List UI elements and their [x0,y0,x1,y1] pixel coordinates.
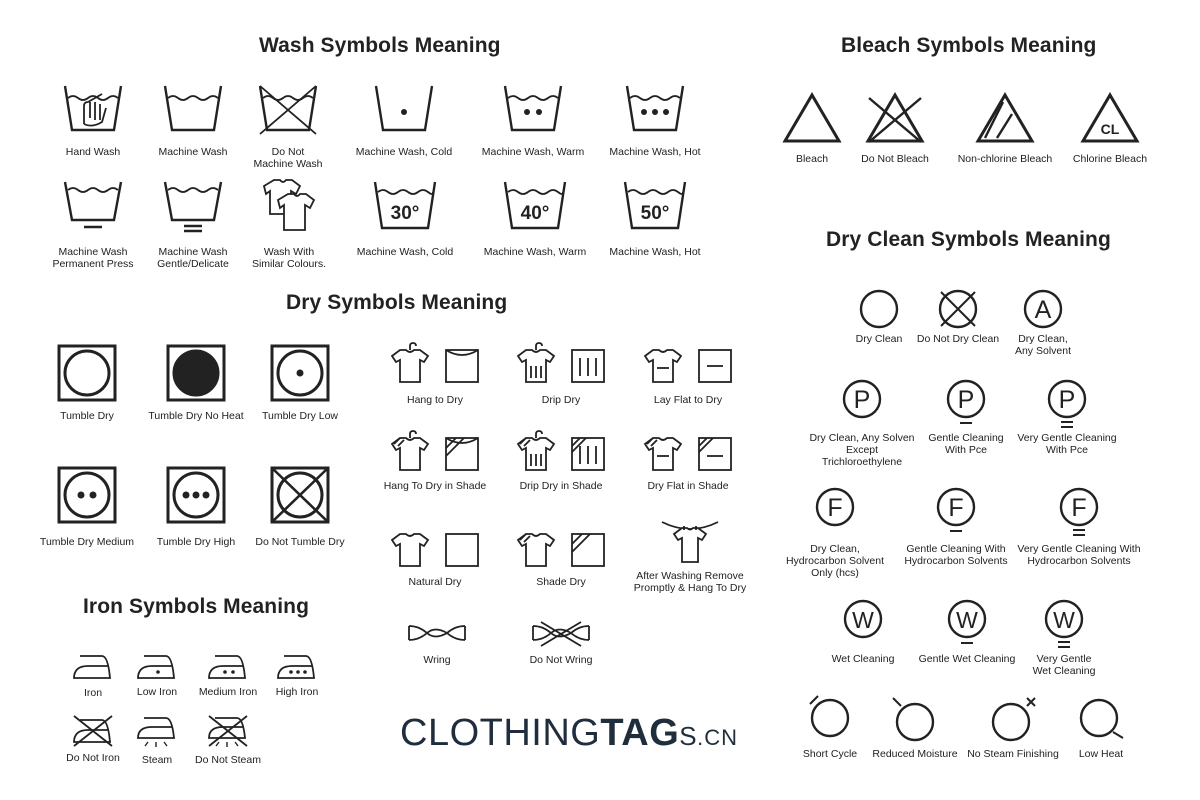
solvent-letter: W [956,607,978,633]
circle-f-icon [814,486,856,536]
high-iron-icon [276,652,318,682]
no-steam-finishing-icon [991,698,1035,742]
wash-label: Machine Wash, Hot [609,246,701,258]
logo-part: .CN [697,725,738,750]
tumble-label: Tumble Dry Low [261,410,339,422]
dry-label: Lay Flat to Dry [653,394,723,406]
tumble-dry [57,344,117,422]
circle-w-gentle-icon [946,598,988,648]
wash-similar-colours [251,178,327,270]
dry-shade [516,526,606,588]
wash-temp: 30° [390,203,420,224]
tumble-low [261,344,339,422]
do-not-steam-icon [207,714,249,748]
solvent-letter: F [827,494,843,522]
tumble-label: Tumble Dry Medium [39,536,135,548]
iron-do-not [66,714,120,764]
wash-do-not [253,84,323,170]
bleach-any [782,92,842,165]
iron-low [136,652,178,698]
wash-gentle [157,180,229,270]
do-not-wring-icon [531,620,591,646]
tumble-high-icon [166,466,226,524]
dryclean-title: Dry Clean Symbols Meaning [826,228,1111,251]
dry-flat-shade [643,430,733,492]
iron-label: Low Iron [136,686,178,698]
dry-label: Shade Dry [536,576,586,588]
wash-hand [62,84,124,158]
solvent-letter: F [948,494,964,522]
iron-icon [72,652,114,682]
solvent-letter: W [1053,607,1075,633]
low-heat-icon [1079,696,1123,740]
machine-wash-icon [162,84,224,136]
wash-hot-dots [609,84,701,158]
dry-drip-shade [516,430,606,492]
dry-hang [390,342,480,406]
bleach-label: Do Not Bleach [861,153,929,165]
tumble-label: Tumble Dry High [156,536,236,548]
solvent-letter: P [957,386,975,414]
solvent-letter: A [1034,296,1052,324]
wash-40-icon [502,180,568,234]
dc-dry-clean [855,288,903,345]
dc-no-steam [967,698,1059,760]
short-cycle-icon [808,696,852,740]
dc-w-gentle [918,598,1016,665]
circle-w-icon [842,598,884,648]
wash-temp: 40° [520,203,550,224]
tumble-high [156,466,236,548]
natural-dry-icon [390,526,480,568]
logo-part: CLOTHING [400,712,601,754]
wash-label: Wash With Similar Colours. [251,246,327,270]
logo-part-bold: TAG [600,712,680,754]
iron-label: Do Not Steam [195,754,261,766]
dry-label: Do Not Wring [529,654,593,666]
drip-dry-icon [516,342,606,384]
dc-label: Very Gentle Wet Cleaning [1032,653,1096,677]
solvent-letter: F [1071,494,1087,522]
wash-label: Machine Wash, Warm [481,146,585,158]
tumble-dry-icon [57,344,117,402]
dc-label: Low Heat [1078,748,1124,760]
wash-label: Hand Wash [65,146,121,158]
wash-40 [483,180,587,258]
circle-f-gentle-icon [935,486,977,536]
wash-30 [356,180,454,258]
tumble-medium-icon [57,466,117,524]
dc-any-solvent [1014,288,1072,357]
hang-dry-icon [390,342,480,384]
dry-label: Natural Dry [408,576,462,588]
wash-permanent-press [52,180,134,270]
wring-icon [407,622,467,644]
reduced-moisture-icon [893,698,937,742]
tumble-no-heat [148,344,244,422]
dry-title: Dry Symbols Meaning [286,291,508,314]
dc-label: Dry Clean, Any Solven Except Trichloroethylene [809,432,915,468]
dry-do-not-wring [529,620,593,666]
gentle-wash-icon [162,180,224,234]
bleach-non-chlorine [957,92,1053,165]
machine-wash-warm-icon [502,84,564,136]
bleach-label: Bleach [795,153,829,165]
hand-wash-icon [62,84,124,136]
dry-label: Hang To Dry in Shade [383,480,487,492]
dc-label: Very Gentle Cleaning With Pce [1017,432,1117,456]
machine-wash-hot-icon [624,84,686,136]
tumble-no-heat-icon [166,344,226,402]
dry-lay-flat [643,342,733,406]
dc-short-cycle [802,696,858,760]
tumble-low-icon [270,344,330,402]
dc-reduced-moisture [872,698,958,760]
dry-wring [407,622,467,666]
dry-label: Hang to Dry [406,394,464,406]
tumble-label: Tumble Dry [60,410,114,422]
brand-logo [400,712,738,755]
lay-flat-icon [643,342,733,384]
wash-50 [609,180,701,258]
do-not-tumble-icon [270,466,330,524]
iron-label: Steam [141,754,173,766]
circle-a-icon [1022,288,1064,330]
dc-label: Gentle Cleaning With Hydrocarbon Solvents [904,543,1008,567]
hang-shade-icon [390,430,480,472]
shade-dry-icon [516,526,606,568]
circle-p-very-gentle-icon [1046,378,1088,430]
iron-title: Iron Symbols Meaning [83,595,310,618]
dry-hang-shade [383,430,487,492]
wash-label: Machine Wash Permanent Press [52,246,134,270]
dc-label: Short Cycle [802,748,858,760]
dc-label: Dry Clean, Any Solvent [1014,333,1072,357]
wash-label: Machine Wash, Warm [483,246,587,258]
iron-label: Do Not Iron [66,752,120,764]
tumble-label: Tumble Dry No Heat [148,410,244,422]
iron-label: Medium Iron [198,686,258,698]
dry-remove-promptly [633,516,747,594]
iron-any [72,652,114,699]
dry-label: Drip Dry [541,394,581,406]
dc-label: Dry Clean [855,333,903,345]
medium-iron-icon [207,652,249,682]
wash-label: Machine Wash, Cold [355,146,453,158]
circle-f-very-gentle-icon [1058,486,1100,538]
wash-50-icon [622,180,688,234]
circle-p-icon [841,378,883,428]
dry-label: Dry Flat in Shade [647,480,729,492]
iron-label: Iron [83,687,103,699]
shirts-icon [258,178,320,234]
cl-triangle-icon [1080,92,1140,144]
bleach-do-not [861,92,929,165]
dry-label: After Washing Remove Promptly & Hang To Dry [633,570,747,594]
triangle-icon [782,92,842,144]
permanent-press-icon [62,180,124,234]
wash-30-icon [372,180,438,234]
bleach-label: Non-chlorine Bleach [957,153,1053,165]
dc-label: Gentle Cleaning With Pce [928,432,1004,456]
dry-label: Wring [423,654,451,666]
dc-label: Do Not Dry Clean [916,333,1000,345]
wash-label: Machine Wash, Cold [356,246,454,258]
dc-do-not [916,288,1000,345]
tumble-label: Do Not Tumble Dry [255,536,345,548]
do-not-wash-icon [257,84,319,136]
dc-label: Reduced Moisture [872,748,958,760]
do-not-iron-icon [72,714,114,748]
dry-label: Drip Dry in Shade [519,480,603,492]
wash-warm-dots [481,84,585,158]
circle-w-very-gentle-icon [1043,598,1085,650]
iron-do-not-steam [195,714,261,766]
dc-label: Wet Cleaning [831,653,895,665]
flat-shade-icon [643,430,733,472]
dc-low-heat [1078,696,1124,760]
tumble-do-not [255,466,345,548]
iron-high [275,652,319,698]
wash-temp: 50° [640,203,670,224]
iron-label: High Iron [275,686,319,698]
dc-f [785,486,885,579]
tumble-medium [39,466,135,548]
crossed-triangle-icon [865,92,925,144]
striped-triangle-icon [975,92,1035,144]
bleach-label: Chlorine Bleach [1072,153,1148,165]
circle-p-gentle-icon [945,378,987,428]
dc-label: Gentle Wet Cleaning [918,653,1016,665]
cl-mark: CL [1100,121,1120,137]
dc-label: Very Gentle Cleaning With Hydrocarbon Solvents [1017,543,1141,567]
dc-p [809,378,915,468]
solvent-letter: P [853,386,871,414]
solvent-letter: P [1058,386,1076,414]
drip-shade-icon [516,430,606,472]
dc-w [831,598,895,665]
machine-wash-cold-icon [373,84,435,136]
solvent-letter: W [852,607,874,633]
dc-f-very-gentle [1017,486,1141,567]
logo-part: S [679,721,698,751]
wash-cold-dot [355,84,453,158]
wash-machine [158,84,228,158]
dry-natural [390,526,480,588]
dc-w-very-gentle [1032,598,1096,677]
dc-p-very-gentle [1017,378,1117,456]
wash-label: Machine Wash [158,146,228,158]
iron-steam [136,714,178,766]
iron-medium [198,652,258,698]
crossed-circle-icon [937,288,979,330]
bleach-title: Bleach Symbols Meaning [841,34,1097,57]
wash-label: Machine Wash, Hot [609,146,701,158]
low-iron-icon [136,652,178,682]
dc-f-gentle [904,486,1008,567]
bleach-chlorine [1072,92,1148,165]
dc-p-gentle [928,378,1004,456]
wash-label: Do Not Machine Wash [253,146,323,170]
wash-title: Wash Symbols Meaning [259,34,501,57]
dc-label: No Steam Finishing [967,748,1059,760]
wash-label: Machine Wash Gentle/Delicate [157,246,229,270]
dry-drip [516,342,606,406]
clothesline-icon [650,516,730,566]
circle-icon [858,288,900,330]
steam-icon [136,714,178,748]
dc-label: Dry Clean, Hydrocarbon Solvent Only (hcs) [785,543,885,579]
